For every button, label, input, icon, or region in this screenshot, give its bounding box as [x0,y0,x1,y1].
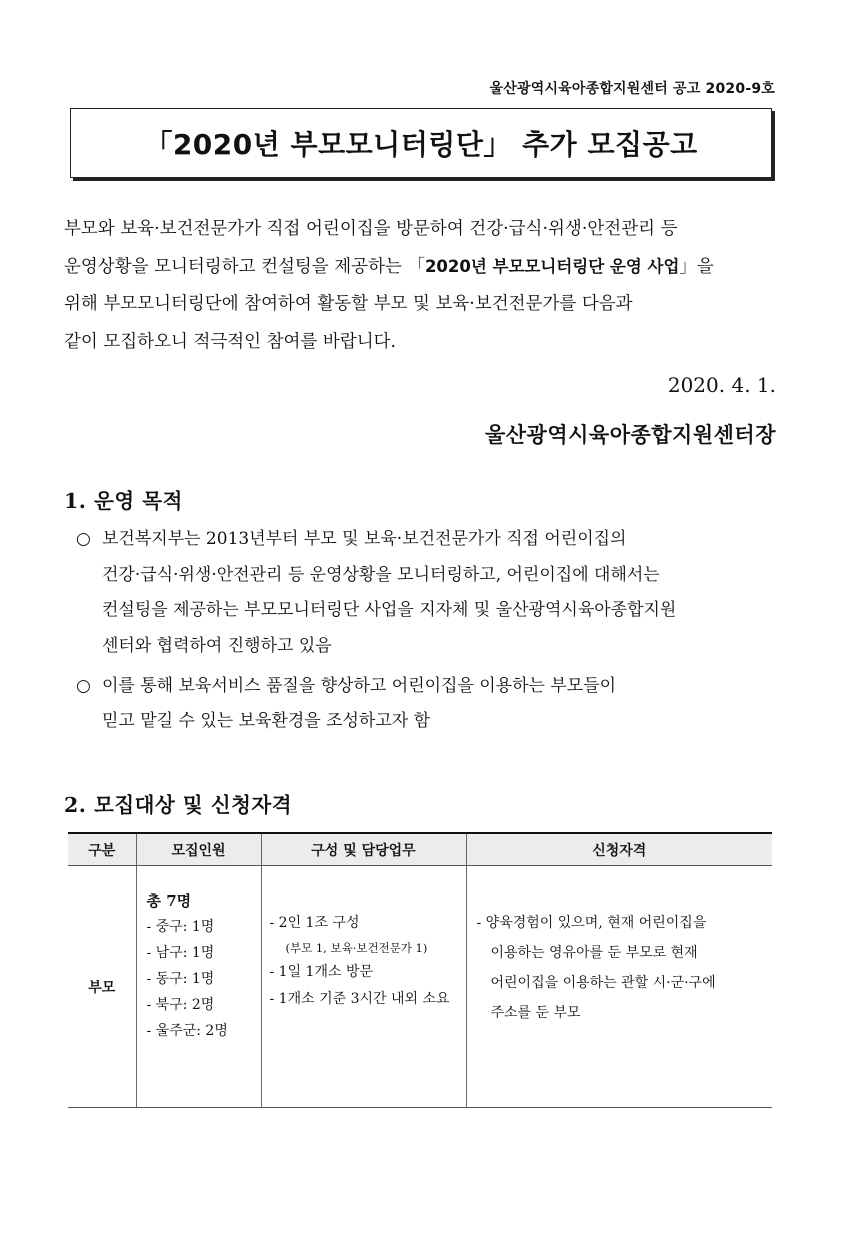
list-item-line: 센터와 협력하여 진행하고 있음 [102,636,332,657]
title-box [70,108,772,178]
duty-item: - 1개소 기준 3시간 내외 소요 [269,991,450,1007]
notice-number: 울산광역시육아종합지원센터 공고 2020-9호 [489,81,775,97]
intro-highlight: 2020년 부모모니터링단 운영 사업 [424,256,680,276]
total-count: 총 7명 [146,892,192,910]
circle-bullet-icon: ○ [76,529,91,549]
duty-subnote: (부모 1, 보육·보건전문가 1) [285,941,428,955]
recruitment-table [68,832,772,1108]
district-count: - 울주군: 2명 [146,1023,228,1039]
list-item-line: 믿고 맡길 수 있는 보육환경을 조성하고자 함 [102,711,431,732]
table-header: 모집인원 [136,833,261,866]
qualification-line: - 양육경험이 있으며, 현재 어린이집을 [476,915,707,931]
intro-line: 위해 부모모니터링단에 참여하여 활동할 부모 및 보육·보건전문가를 다음과 [64,294,633,315]
qualification-cell [466,866,772,1108]
table-header: 구성 및 담당업무 [261,833,466,866]
district-count: - 동구: 1명 [146,971,215,987]
intro-line [64,249,776,287]
section-title: 2. 모집대상 및 신청자격 [64,793,293,817]
list-item [76,669,776,740]
intro-text: 」을 [679,256,714,277]
district-count: - 중구: 1명 [146,919,215,935]
table-row [68,866,772,1108]
list-item-line: 건강·급식·위생·안전관리 등 운영상황을 모니터링하고, 어린이집에 대해서는 [102,564,660,585]
list-item-line: 이를 통해 보육서비스 품질을 향상하고 어린이집을 이용하는 부모들이 [102,675,617,696]
qualification-line: 어린이집을 이용하는 관할 시·군·구에 [490,975,716,991]
list-item [76,522,776,665]
qualification-line: 주소를 둔 부모 [490,1005,581,1021]
qualification-line: 이용하는 영유아를 둔 부모로 현재 [490,945,698,961]
circle-bullet-icon: ○ [76,675,91,696]
list-item-line: 보건복지부는 2013년부터 부모 및 보육·보건전문가가 직접 어린이집의 [102,529,627,549]
issuer-name: 울산광역시육아종합지원센터장 [484,422,776,447]
table-header: 구분 [68,833,136,866]
list-item-line: 컨설팅을 제공하는 부모모니터링단 사업을 지자체 및 울산광역시육아종합지원 [102,600,677,621]
intro-paragraph [64,211,776,362]
headcount-cell [136,866,261,1108]
district-count: - 남구: 1명 [146,945,215,961]
duty-item: - 2인 1조 구성 [269,915,360,931]
district-count: - 북구: 2명 [146,997,215,1013]
category-cell: 부모 [68,866,136,1108]
table-header-row [68,833,772,866]
intro-line: 같이 모집하오니 적극적인 참여를 바랍니다. [64,331,397,352]
page-title: 「2020년 부모모니터링단」 추가 모집공고 [144,128,698,161]
notice-date: 2020. 4. 1. [667,373,776,397]
duty-cell [261,866,466,1108]
section-title: 1. 운영 목적 [64,489,183,513]
purpose-list [76,522,776,744]
intro-line: 부모와 보육·보건전문가가 직접 어린이집을 방문하여 건강·급식·위생·안전관리 등 [64,219,678,239]
table-header: 신청자격 [466,833,772,866]
intro-text: 운영상황을 모니터링하고 컨설팅을 제공하는 「 [64,256,425,277]
duty-item: - 1일 1개소 방문 [269,964,374,980]
